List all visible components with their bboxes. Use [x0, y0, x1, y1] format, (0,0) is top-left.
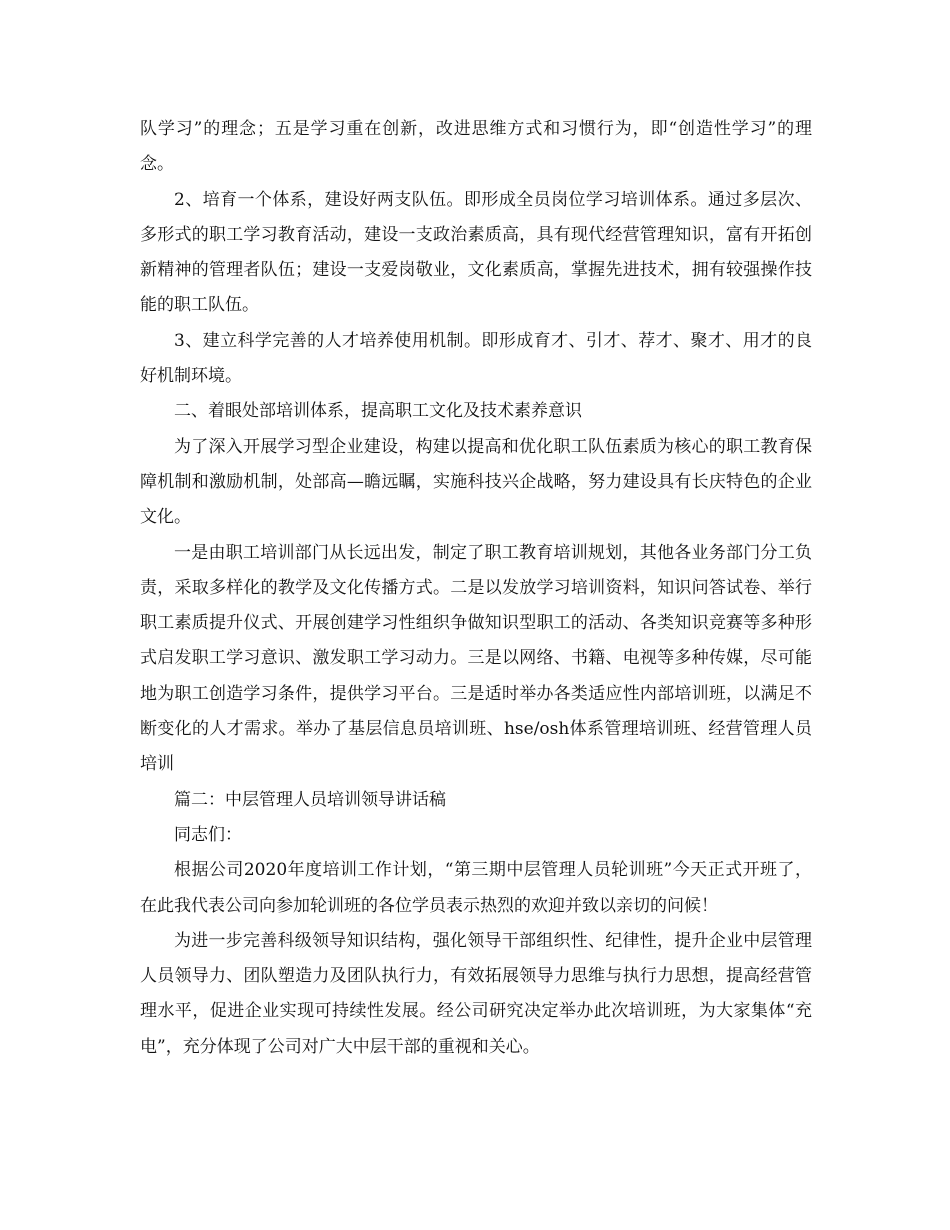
paragraph-item-2: 2、培育一个体系，建设好两支队伍。即形成全员岗位学习培训体系。通过多层次、多形式的职工学习教育活动，建设一支政治素质高，具有现代经营管理知识，富有开拓创新精神的管理者队伍；建设一支爱岗敬业，文化素质高，掌握先进技术，拥有较强操作技能的职工队伍。 [140, 189, 812, 316]
paragraph-intro: 为了深入开展学习型企业建设，构建以提高和优化职工队伍素质为核心的职工教育保障机制和激励机制，处部高—瞻远瞩，实施科技兴企战略，努力建设具有长庆特色的企业文化。 [140, 436, 812, 528]
section-heading-two: 二、着眼处部培训体系，提高职工文化及技术素养意识 [174, 401, 582, 422]
salutation: 同志们： [174, 824, 242, 845]
document-body [140, 112, 812, 1065]
paragraph-continuation: 队学习”的理念；五是学习重在创新，改进思维方式和习惯行为，即“创造性学习”的理念。 [140, 119, 812, 175]
paragraph-item-3: 3、建立科学完善的人才培养使用机制。即形成育才、引才、荐才、聚才、用才的良好机制环境。 [140, 330, 812, 387]
paragraph-measures: 一是由职工培训部门从长远出发，制定了职工教育培训规划，其他各业务部门分工负责，采取多样化的教学及文化传播方式。二是以发放学习培训资料，知识问答试卷、举行职工素质提升仪式、开展创建学习性组织争做知识型职工的活动、各类知识竞赛等多种形式启发职工学习意识、激发职工学习动力。三是以网络、书籍、电视等多种传媒，尽可能地为职工创造学习条件，提供学习平台。三是适时举办各类适应性内部培训班，以满足不断变化的人才需求。举办了基层信息员培训班、hse/osh体系管理培训班、经营管理人员培训 [140, 542, 812, 775]
paragraph-opening: 根据公司2020年度培训工作计划，“第三期中层管理人员轮训班”今天正式开班了，在此我代表公司向参加轮训班的各位学员表示热烈的欢迎并致以亲切的问候！ [140, 860, 812, 916]
paragraph-purpose: 为进一步完善科级领导知识结构，强化领导干部组织性、纪律性，提升企业中层管理人员领导力、团队塑造力及团队执行力，有效拓展领导力思维与执行力思想，提高经营管理水平，促进企业实现可持续性发展。经公司研究决定举办此次培训班，为大家集体“充电”，充分体现了公司对广大中层干部的重视和关心。 [140, 930, 812, 1057]
section-heading-part-two: 篇二：中层管理人员培训领导讲话稿 [174, 789, 446, 810]
